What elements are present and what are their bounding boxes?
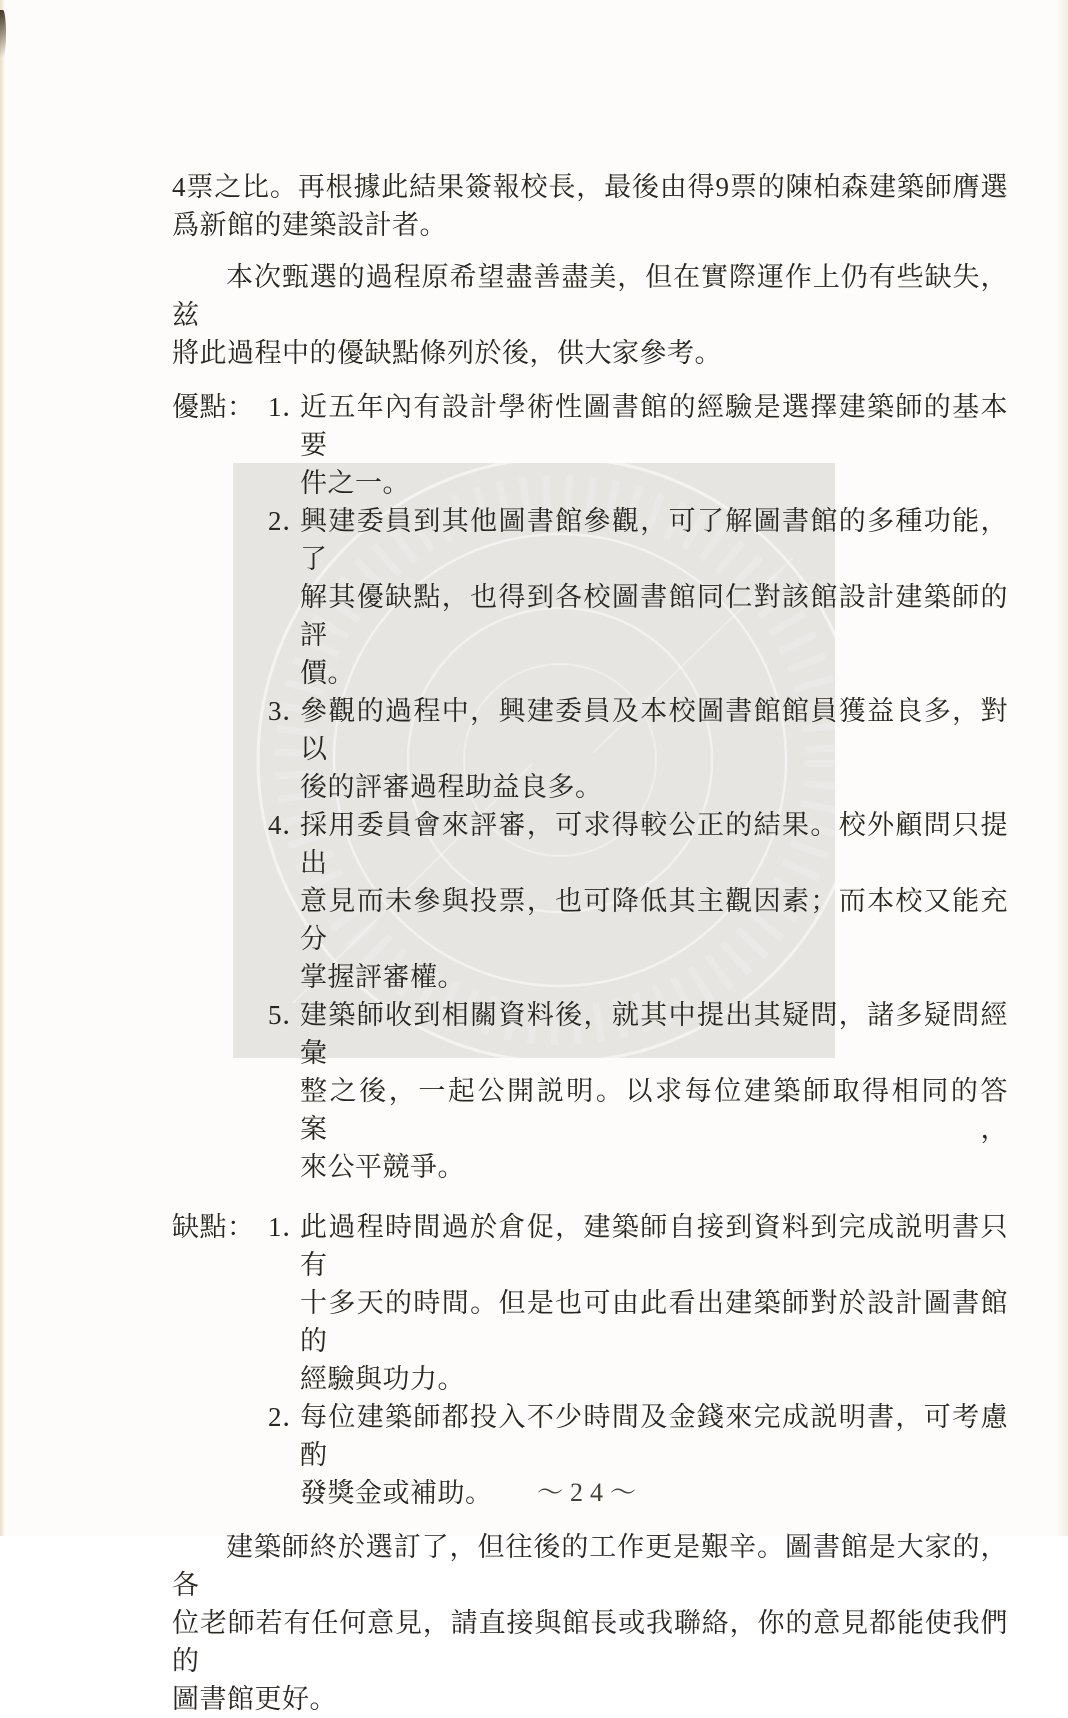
text-line: 此過程時間過於倉促，建築師自接到資料到完成説明書只有 [300,1212,1008,1280]
text-line: 位老師若有任何意見，請直接與館長或我聯絡，你的意見都能使我們的 [172,1608,1008,1676]
item-number: 4． [268,810,310,840]
item-number: 1． [268,1212,310,1242]
text-line: 建築師終於選訂了，但往後的工作更是艱辛。圖書館是大家的，各 [172,1532,1008,1600]
intro-paragraph-2 [172,258,1008,372]
text-line: 經驗與功力。 [300,1364,465,1394]
pros-label: 優點： [172,392,255,422]
text-line: 本次甄選的過程原希望盡善盡美，但在實際運作上仍有些缺失，兹 [172,262,1008,330]
pros-item-5 [172,996,1008,1186]
text-line: 後的評審過程助益良多。 [300,772,603,802]
scan-smudge [0,10,6,58]
item-number: 2． [268,1402,310,1432]
pros-item-3 [172,692,1008,806]
text-line: 興建委員到其他圖書館參觀，可了解圖書館的多種功能，了 [300,506,1008,574]
cons-section [172,1208,1008,1512]
pros-item-1 [172,388,1008,502]
text-line: 件之一。 [300,468,410,498]
pros-item-4 [172,806,1008,996]
cons-item-1 [172,1208,1008,1398]
closing-paragraph [172,1528,1008,1718]
text-line: 將此過程中的優缺點條列於後，供大家參考。 [172,338,722,368]
intro-paragraph-1 [172,168,1008,244]
text-line: 圖書館更好。 [172,1684,337,1714]
page-left-edge-shading [0,0,5,1536]
cons-label: 缺點： [172,1212,255,1242]
text-line: 來公平競爭。 [300,1152,465,1182]
pros-section [172,388,1008,1186]
text-line: 掌握評審權。 [300,962,465,992]
item-number: 1． [268,392,310,422]
text-line: 每位建築師都投入不少時間及金錢來完成説明書，可考慮酌 [300,1402,1008,1470]
item-number: 5． [268,1000,310,1030]
text-line: 整之後，一起公開説明。以求每位建築師取得相同的答案， [300,1076,1008,1144]
text-line: 發獎金或補助。 [300,1478,493,1508]
page-right-edge-shading [1056,0,1068,1536]
text-line: 意見而未參與投票，也可降低其主觀因素；而本校又能充分 [300,886,1008,954]
text-line: 4票之比。再根據此結果簽報校長，最後由得9票的陳柏森建築師膺選 [172,172,1008,202]
text-line: 採用委員會來評審，可求得較公正的結果。校外顧問只提出 [300,810,1008,878]
item-number: 3． [268,696,310,726]
text-line: 近五年內有設計學術性圖書館的經驗是選擇建築師的基本要 [300,392,1008,460]
page-number: ～24～ [536,1478,643,1507]
item-number: 2． [268,506,310,536]
text-line: 價。 [300,658,355,688]
text-line: 爲新館的建築設計者。 [172,210,447,240]
pros-item-2 [172,502,1008,692]
text-line: 建築師收到相關資料後，就其中提出其疑問，諸多疑問經彙 [300,1000,1008,1068]
text-line: 參觀的過程中，興建委員及本校圖書館館員獲益良多，對以 [300,696,1008,764]
text-line: 十多天的時間。但是也可由此看出建築師對於設計圖書館的 [300,1288,1008,1356]
text-line: 解其優缺點，也得到各校圖書館同仁對該館設計建築師的評 [300,582,1008,650]
